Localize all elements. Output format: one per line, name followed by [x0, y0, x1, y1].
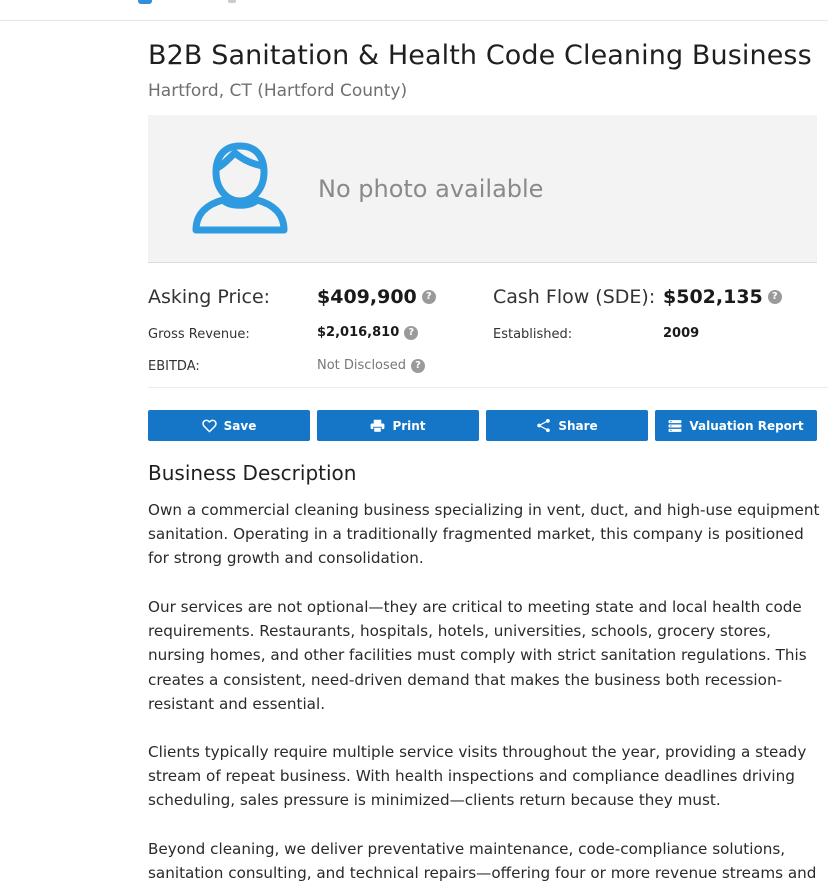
- site-logo[interactable]: [138, 0, 152, 4]
- share-button[interactable]: [486, 410, 648, 441]
- description-paragraph: Beyond cleaning, we deliver preventative maintenance, code-compliance solutions, sanitation consulting, and technical repairs—offering four or more revenue streams and: [148, 840, 817, 883]
- description-paragraph: Clients typically require multiple service visits throughout the year, providing a steady stream of repeat business. With health inspections and compliance deadlines driving scheduling, sales pressure is minimized—clients return because they must.: [148, 743, 807, 810]
- description-paragraph: Our services are not optional—they are critical to meeting state and local health code requirements. Restaurants, hospitals, hotels, universities, schools, grocery stores, nursing homes, and other facilities must comply with strict sanitation regulations. This creates a consistent, need-driven demand that makes the business both recession-resistant and essential.: [148, 598, 807, 713]
- share-icon: [536, 418, 551, 433]
- help-icon[interactable]: ?: [768, 290, 782, 304]
- established-label: Established:: [493, 327, 573, 342]
- asking-price-label: Asking Price:: [148, 286, 271, 308]
- person-placeholder-icon: [190, 138, 290, 236]
- top-navigation-bar: [0, 0, 828, 21]
- valuation-report-button-label: Valuation Report: [689, 418, 804, 433]
- print-button-label: Print: [392, 418, 426, 433]
- help-icon[interactable]: ?: [404, 326, 418, 340]
- list-icon: [668, 419, 682, 433]
- asking-price-value: $409,900: [317, 286, 417, 308]
- listing-title: B2B Sanitation & Health Code Cleaning Business: [148, 40, 812, 71]
- divider: [148, 387, 828, 388]
- cash-flow-value: $502,135: [663, 286, 763, 308]
- print-button[interactable]: [317, 410, 479, 441]
- description-paragraph: Own a commercial cleaning business specializing in vent, duct, and high-use equipment sanitation. Operating in a traditionally fragmented market, this company is positioned for strong growth and consolidation.: [148, 501, 820, 568]
- valuation-report-button[interactable]: [655, 410, 817, 441]
- help-icon[interactable]: ?: [411, 359, 425, 373]
- established-value: 2009: [663, 326, 700, 341]
- logo-wordmark-fragment: [228, 0, 236, 3]
- cash-flow-label: Cash Flow (SDE):: [493, 286, 656, 308]
- business-description-heading: Business Description: [148, 461, 357, 485]
- ebitda: [317, 358, 425, 373]
- help-icon[interactable]: ?: [422, 290, 436, 304]
- ebitda-label: EBITDA:: [148, 359, 200, 374]
- share-button-label: Share: [558, 418, 598, 433]
- printer-icon: [370, 419, 385, 433]
- gross-revenue-label: Gross Revenue:: [148, 327, 250, 342]
- save-button[interactable]: [148, 410, 310, 441]
- heart-icon: [202, 419, 217, 433]
- no-photo-text: No photo available: [318, 175, 544, 203]
- gross-revenue-value: $2,016,810: [317, 325, 400, 340]
- save-button-label: Save: [223, 418, 257, 433]
- gross-revenue: [317, 325, 418, 340]
- ebitda-value: Not Disclosed: [317, 358, 407, 373]
- listing-location: Hartford, CT (Hartford County): [148, 81, 408, 101]
- photo-placeholder: [148, 115, 817, 263]
- cash-flow: [663, 286, 782, 308]
- asking-price: [317, 286, 436, 308]
